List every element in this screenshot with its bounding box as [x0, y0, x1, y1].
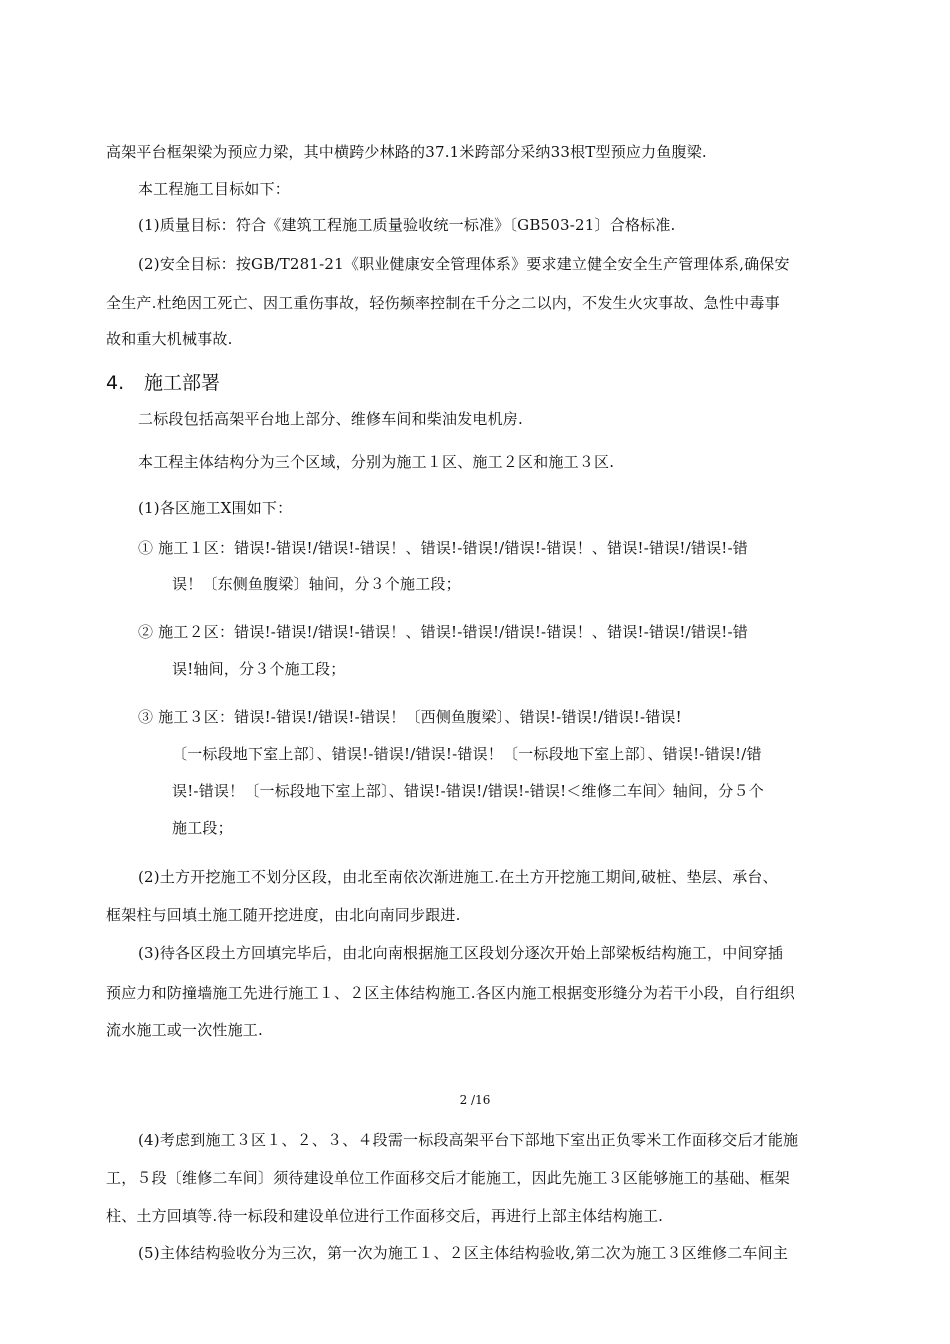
list-item-line: 〔一标段地下室上部〕、错误!-错误!/错误!-错误！〔一标段地下室上部〕、错误!-错误!/错 — [172, 745, 762, 763]
list-item-line: 误!轴间，分３个施工段； — [172, 660, 346, 678]
text-line: 框架柱与回填土施工随开挖进度，由北向南同步跟进. — [106, 906, 461, 924]
section-heading-number: 4. — [106, 372, 125, 394]
list-item-line: ③ 施工３区：错误!-错误!/错误!-错误！〔西侧鱼腹梁〕、错误!-错误!/错误!-错误! — [138, 708, 682, 726]
text-line: 柱、土方回填等.待一标段和建设单位进行工作面移交后，再进行上部主体结构施工. — [106, 1207, 664, 1225]
list-item-line: 施工段； — [172, 819, 233, 837]
list-item-line: ② 施工２区：错误!-错误!/错误!-错误！、错误!-错误!/错误!-错误！、错误!-错误!/错误!-错 — [138, 623, 748, 641]
text-line: 故和重大机械事故. — [106, 330, 233, 348]
text-line: 高架平台框架梁为预应力梁，其中横跨少林路的37.1米跨部分采纳33根T型预应力鱼腹梁. — [106, 143, 707, 161]
list-item-line: 误!-错误！〔一标段地下室上部〕、错误!-错误!/错误!-错误!＜维修二车间〉轴间，分５个 — [172, 782, 764, 800]
text-line: 流水施工或一次性施工. — [106, 1021, 263, 1039]
list-item-line: 误！〔东侧鱼腹梁〕轴间，分３个施工段； — [172, 575, 461, 593]
text-line: 本工程主体结构分为三个区域，分别为施工１区、施工２区和施工３区. — [138, 453, 615, 471]
page-number: 2 /16 — [459, 1093, 491, 1107]
text-line: 工，５段〔维修二车间〕须待建设单位工作面移交后才能施工，因此先施工３区能够施工的基础、框架 — [106, 1169, 791, 1187]
text-line: (5)主体结构验收分为三次，第一次为施工１、２区主体结构验收,第二次为施工３区维修二车间主 — [138, 1244, 789, 1262]
text-line: (3)待各区段土方回填完毕后，由北向南根据施工区段划分逐次开始上部梁板结构施工，中间穿插 — [138, 944, 784, 962]
text-line: 预应力和防撞墙施工先进行施工１、２区主体结构施工.各区内施工根据变形缝分为若干小段，自行组织 — [106, 984, 795, 1002]
list-item-line: ① 施工１区：错误!-错误!/错误!-错误！、错误!-错误!/错误!-错误！、错误!-错误!/错误!-错 — [138, 539, 748, 557]
text-line: (4)考虑到施工３区１、２、３、４段需一标段高架平台下部地下室出正负零米工作面移交后才能施 — [138, 1131, 799, 1149]
text-line: 二标段包括高架平台地上部分、维修车间和柴油发电机房. — [138, 410, 523, 428]
text-line: 全生产.杜绝因工死亡、因工重伤事故，轻伤频率控制在千分之二以内，不发生火灾事故、急性中毒事 — [106, 294, 780, 312]
text-line: (1)各区施工X围如下： — [138, 499, 293, 517]
text-line: (2)土方开挖施工不划分区段，由北至南依次渐进施工.在土方开挖施工期间,破桩、垫层、承台、 — [138, 868, 778, 886]
text-line: (1)质量目标：符合《建筑工程施工质量验收统一标准》〔GB503-21〕合格标准. — [138, 216, 676, 234]
text-line: (2)安全目标：按GB/T281-21《职业健康安全管理体系》要求建立健全安全生产管理体系,确保安 — [138, 255, 790, 273]
section-heading-title: 施工部署 — [144, 372, 221, 394]
text-line: 本工程施工目标如下： — [138, 180, 291, 198]
section-heading — [106, 371, 220, 395]
